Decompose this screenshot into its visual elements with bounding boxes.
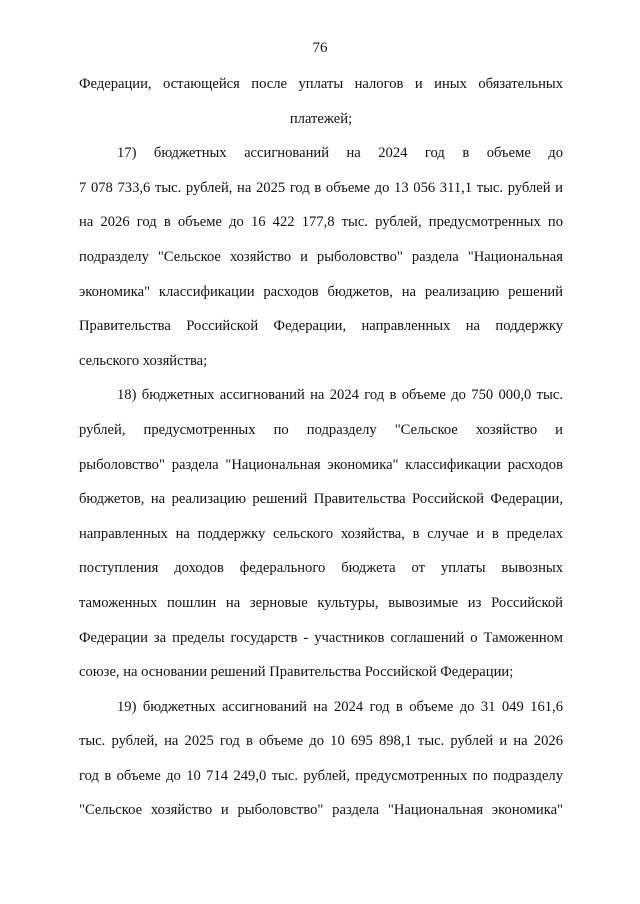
text-line: 7 078 733,6 тыс. рублей, на 2025 год в объеме до 13 056 311,1 тыс. рублей и <box>79 179 563 196</box>
document-body <box>79 72 563 833</box>
text-line: год в объеме до 10 714 249,0 тыс. рублей, предусмотренных по подразделу <box>79 767 563 784</box>
page-number: 76 <box>312 40 328 56</box>
paragraph-item-19 <box>79 695 563 833</box>
text-line: рыболовство" раздела "Национальная экономика" классификации расходов <box>79 456 563 473</box>
text-line: союзе, на основании решений Правительства Российской Федерации; <box>79 664 514 681</box>
text-line: на 2026 год в объеме до 16 422 177,8 тыс. рублей, предусмотренных по <box>79 214 563 231</box>
text-line: Правительства Российской Федерации, направленных на поддержку <box>79 318 563 335</box>
text-line: "Сельское хозяйство и рыболовство" раздела "Национальная экономика" <box>79 802 563 819</box>
text-line: экономика" классификации расходов бюджетов, на реализацию решений <box>79 283 563 300</box>
text-line: 19) бюджетных ассигнований на 2024 год в объеме до 31 049 161,6 <box>117 698 563 715</box>
text-line: поступления доходов федерального бюджета от уплаты вывозных <box>79 560 563 577</box>
text-line: тыс. рублей, на 2025 год в объеме до 10 695 898,1 тыс. рублей и на 2026 <box>79 733 563 750</box>
paragraph-item-17 <box>79 141 563 383</box>
text-line: подразделу "Сельское хозяйство и рыболовство" раздела "Национальная <box>79 248 563 265</box>
text-line: таможенных пошлин на зерновые культуры, вывозимые из Российской <box>79 594 563 611</box>
paragraph-continuation <box>79 72 563 141</box>
text-line: 17) бюджетных ассигнований на 2024 год в объеме до <box>117 145 563 162</box>
text-line: Федерации, остающейся после уплаты налогов и иных обязательных <box>79 76 563 92</box>
text-line: бюджетов, на реализацию решений Правительства Российской Федерации, <box>79 491 563 508</box>
text-line: платежей; <box>289 110 353 127</box>
text-line: 18) бюджетных ассигнований на 2024 год в объеме до 750 000,0 тыс. <box>117 387 563 404</box>
text-line: направленных на поддержку сельского хозяйства, в случае и в пределах <box>79 525 563 542</box>
paragraph-item-18 <box>79 383 563 694</box>
text-line: Федерации за пределы государств - участников соглашений о Таможенном <box>79 629 563 646</box>
text-line: рублей, предусмотренных по подразделу "Сельское хозяйство и <box>79 421 563 438</box>
text-line: сельского хозяйства; <box>79 352 208 369</box>
